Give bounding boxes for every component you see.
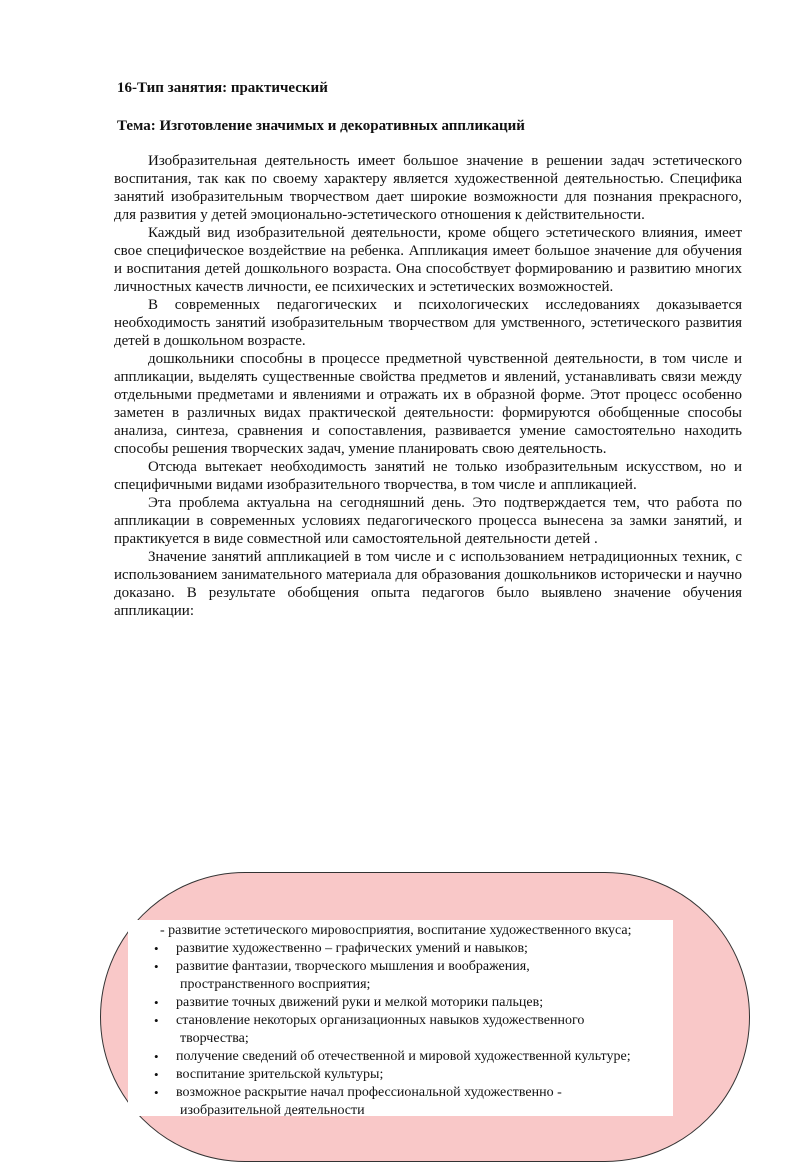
paragraph: Изобразительная деятельность имеет большое значение в решении задач эстетического воспитания, так как по своему характеру является художественной деятельностью. Специфика занятий изобразительным творчеством дает широкие возможности для познания прекрасного, для развития у детей эмоционально-эстетического отношения к действительности. — [114, 153, 742, 223]
bullet-icon: • — [154, 959, 159, 974]
list-item-text: становление некоторых организационных навыков художественного — [176, 1013, 585, 1028]
paragraph: Каждый вид изобразительной деятельности, кроме общего эстетического влияния, имеет свое специфическое воздействие на ребенка. Аппликация имеет большое значение для обучения и воспитания детей дошкольного возраста. Она способствует формированию и развитию многих личностных качеств личности, ее психических и эстетических возможностей. — [114, 225, 742, 295]
list-item-text: развитие точных движений руки и мелкой моторики пальцев; — [176, 995, 544, 1010]
paragraph: В современных педагогических и психологических исследованиях доказывается необходимость занятий изобразительным творчеством для умственного, эстетического развития детей в дошкольном возрасте. — [114, 297, 742, 349]
list-item-continuation: изобразительной деятельности — [180, 1103, 365, 1116]
list-item — [128, 994, 673, 1012]
document-body — [114, 152, 742, 620]
bullet-icon: • — [154, 941, 159, 956]
list-item-text: развитие фантазии, творческого мышления и воображения, — [176, 959, 530, 974]
list-item-text: получение сведений об отечественной и мировой художественной культуре; — [176, 1049, 631, 1064]
paragraph: Отсюда вытекает необходимость занятий не только изобразительным искусством, но и специфичными видами изобразительного творчества, в том числе и аппликацией. — [114, 459, 742, 493]
list-item — [128, 1066, 673, 1084]
list-item-text: возможное раскрытие начал профессиональной художественно - — [176, 1085, 562, 1100]
list-item — [128, 1012, 673, 1048]
list-item-continuation: пространственного восприятия; — [180, 977, 371, 992]
benefits-list-box — [128, 920, 673, 1116]
list-item — [128, 1048, 673, 1066]
bullet-icon: • — [154, 1067, 159, 1082]
paragraph: Эта проблема актуальна на сегодняшний день. Это подтверждается тем, что работа по аппликации в современных условиях педагогического процесса вынесена за замки занятий, и практикуется в виде совместной или самостоятельной деятельности детей . — [114, 495, 742, 547]
bullet-icon: • — [154, 1013, 159, 1028]
list-item — [128, 940, 673, 958]
topic-heading: Тема: Изготовление значимых и декоративных аппликаций — [117, 118, 525, 134]
benefits-list — [128, 940, 673, 1116]
paragraph: дошкольники способны в процессе предметной чувственной деятельности, в том числе и аппликации, выделять существенные свойства предметов и явлений, устанавливать связи между отдельными предметами и явлениями и отражать их в образной форме. Этот процесс особенно заметен в различных видах практической деятельности: формируются обобщенные способы анализа, синтеза, сравнения и сопоставления, развивается умение самостоятельно находить способы решения творческих задач, умение планировать свою деятельность. — [114, 351, 742, 457]
bullet-icon: • — [154, 995, 159, 1010]
list-item — [128, 958, 673, 994]
list-item-text: воспитание зрительской культуры; — [176, 1067, 384, 1082]
list-item-text: развитие художественно – графических умений и навыков; — [176, 941, 528, 956]
list-item-continuation: творчества; — [180, 1031, 249, 1046]
list-item — [128, 1084, 673, 1116]
list-intro-line: - развитие эстетического мировосприятия, воспитание художественного вкуса; — [160, 923, 632, 938]
bullet-icon: • — [154, 1085, 159, 1100]
bullet-icon: • — [154, 1049, 159, 1064]
lesson-type-heading: 16-Тип занятия: практический — [117, 80, 328, 96]
paragraph: Значение занятий аппликацией в том числе и с использованием нетрадиционных техник, с использованием занимательного материала для образования дошкольников исторически и научно доказано. В результате обобщения опыта педагогов было выявлено значение обучения аппликации: — [114, 549, 742, 619]
